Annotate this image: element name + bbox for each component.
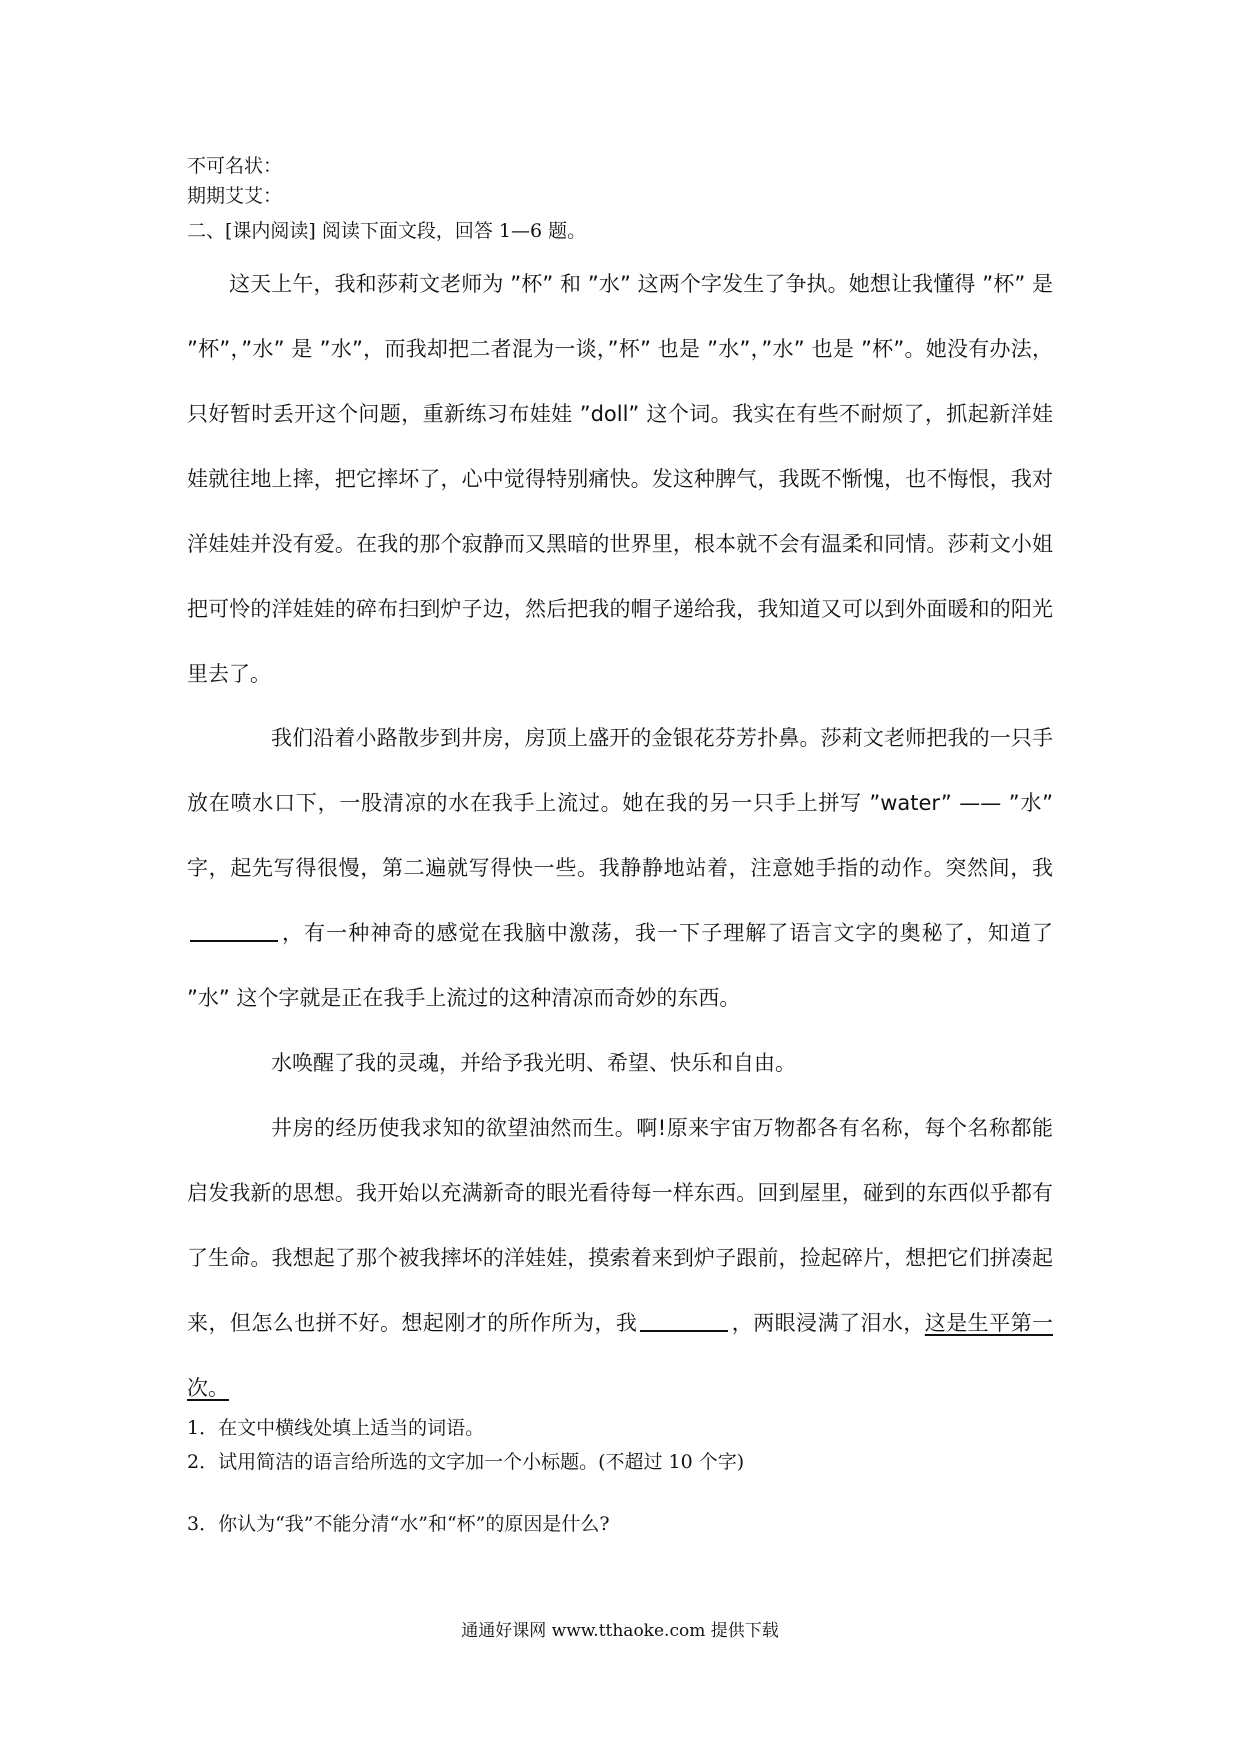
paragraph-text-part: ，两眼浸满了泪水， [731,1311,925,1335]
question-list [187,1411,1053,1541]
paragraph-text-part: ，有一种神奇的感觉在我脑中激荡，我一下子理解了语言文字的奥秘了，知道了 ”水” 这个字就是正在我手上流过的这种清凉而奇妙的东西。 [187,921,1053,1010]
page-footer: 通通好课网 www.tthaoke.com 提供下载 [461,1621,779,1641]
question-3: 3．你认为“我”不能分清“水”和“杯”的原因是什么? [187,1513,610,1535]
underlined-selected-text: 这是生平第一次。 [187,1311,1054,1400]
question-1: 1．在文中横线处填上适当的词语。 [187,1417,485,1439]
paragraph-text-part: 井房的经历使我求知的欲望油然而生。啊!原来宇宙万物都各有名称，每个名称都能启发我新的思想。我开始以充满新奇的眼光看待每一样东西。回到屋里，碰到的东西似乎都有了生命。我想起了那个被我摔坏的洋娃娃，摸索着来到炉子跟前，捡起碎片，想把它们拼凑起来，但怎么也拼不好。想起刚才的所作所为，我 [187,1116,1053,1335]
term-label-1: 不可名状： [187,155,283,177]
fill-blank-1[interactable] [190,939,278,942]
section-title: 二、[课内阅读] 阅读下面文段，回答 1—6 题。 [187,220,587,242]
paragraph-text: 这天上午，我和莎莉文老师为 ”杯” 和 ”水” 这两个字发生了争执。她想让我懂得 ”杯” 是 ”杯”，”水” 是 ”水”，而我却把二者混为一谈，”杯” 也是 ”水”，”水” 也是 ”杯”。她没有办法，只好暂时丢开这个问题，重新练习布娃娃 ”doll” 这个词。我实在有些不耐烦了，抓起新洋娃娃就往地上摔，把它摔坏了，心中觉得特别痛快。发这种脾气，我既不惭愧，也不悔恨，我对洋娃娃并没有爱。在我的那个寂静而又黑暗的世界里，根本就不会有温柔和同情。莎莉文小姐把可怜的洋娃娃的碎布扫到炉子边，然后把我的帽子递给我，我知道又可以到外面暖和的阳光里去了。 [187,272,1053,686]
passage-paragraph-4 [187,1096,1053,1421]
paragraph-text [187,706,1053,1031]
paragraph-text-part: 我们沿着小路散步到井房，房顶上盛开的金银花芬芳扑鼻。莎莉文老师把我的一只手放在喷水口下，一股清凉的水在我手上流过。她在我的另一只手上拼写 ”water” —— ”水” 字，起先写得很慢，第二遍就写得快一些。我静静地站着，注意她手指的动作。突然间，我 [187,726,1053,880]
passage-paragraph-2 [187,706,1053,1031]
passage-paragraph-1 [187,252,1053,707]
term-label-2: 期期艾艾： [187,185,283,207]
question-2: 2．试用简洁的语言给所选的文字加一个小标题。(不超过 10 个字) [187,1451,745,1473]
paragraph-text: 水唤醒了我的灵魂，并给予我光明、希望、快乐和自由。 [271,1051,796,1075]
passage-paragraph-3 [187,1031,1053,1096]
fill-blank-2[interactable] [640,1329,728,1332]
paragraph-text [187,1096,1053,1421]
